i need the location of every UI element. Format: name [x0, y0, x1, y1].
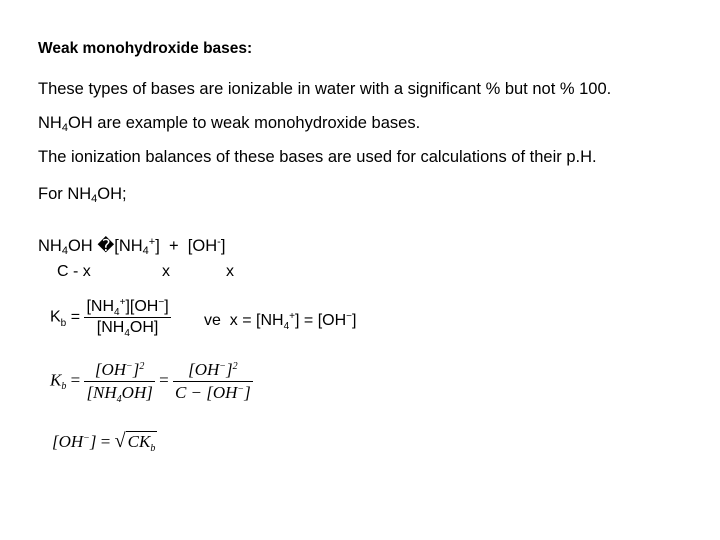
heading: Weak monohydroxide bases:: [38, 40, 253, 57]
concentration-anion: x: [226, 263, 234, 280]
kb-oh-expression: $K_b$ = $\frac{[OH^-]^2}{[NH_4OH]}$ = $\frac{[OH^-]^2}{C - [OH^-]}$: [50, 360, 251, 405]
kb-expression: $K_b$ = $\frac{[NH_4^+][OH^-]}{[NH_4OH]}$: [50, 297, 169, 339]
concentration-cation: x: [162, 263, 170, 280]
concentration-reactant: C - x: [57, 263, 91, 280]
oh-sqrt-expression: [OH−] = √ $CK_b$: [52, 430, 156, 454]
reaction-equation: $NH_4OH$ $�[NH_4^+] + [OH^-]$: [38, 236, 226, 257]
x-equality: ve $x = [NH_4^+] = [OH^-]$: [204, 311, 357, 332]
paragraph-ionization: The ionization balances of these bases are used for calculations of their p.H.: [38, 148, 597, 166]
paragraph-for: For $NH_4OH$;: [38, 185, 127, 205]
square-root-icon: √: [114, 430, 126, 452]
paragraph-ionizable: These types of bases are ionizable in water with a significant % but not % 100.: [38, 80, 612, 98]
kb-fraction: $\frac{[NH_4^+][OH^-]}{[NH_4OH]}$: [86, 297, 169, 339]
paragraph-example: $NH_4OH$ are example to weak monohydroxide bases.: [38, 114, 421, 134]
equilibrium-arrow-icon: �: [97, 236, 115, 255]
